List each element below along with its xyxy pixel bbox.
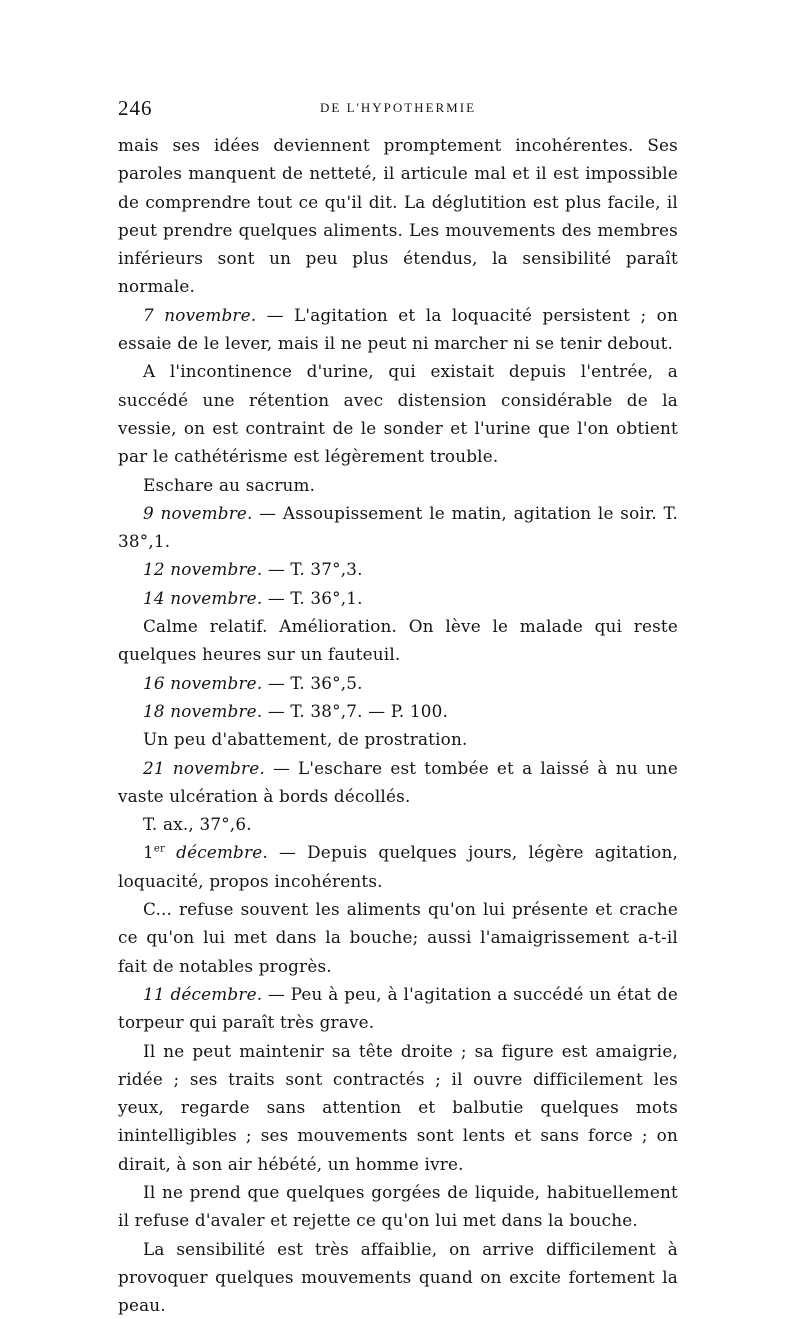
paragraph: 7 novembre. — L'agitation et la loquacité persistent ; on essaie de le lever, mais il ne peut ni marcher ni se tenir debout. xyxy=(118,304,678,354)
page-number: 246 xyxy=(118,96,153,120)
body-text xyxy=(118,131,678,1319)
date: 7 novembre. xyxy=(143,304,257,325)
date: 14 novembre. xyxy=(143,587,263,608)
paragraph: mais ses idées deviennent promptement incohérentes. Ses paroles manquent de netteté, il articule mal et il est impossible de comprendre tout ce qu'il dit. La déglutition est plus facile, il peut prendre quelques aliments. Les mouvements des membres inférieurs sont un peu plus étendus, la sensibilité paraît normale. xyxy=(118,135,678,297)
paragraph: La sensibilité est très affaiblie, on arrive difficilement à provoquer quelques mouvements quand on excite fortement la peau. xyxy=(118,1238,678,1316)
paragraph: Il ne prend que quelques gorgées de liquide, habituellement il refuse d'avaler et rejette ce qu'on lui met dans la bouche. xyxy=(118,1181,678,1231)
running-title: DE L'HYPOTHERMIE xyxy=(319,100,477,115)
paragraph: Un peu d'abattement, de prostration. xyxy=(143,729,468,750)
paragraph: 9 novembre. — Assoupissement le matin, agitation le soir. T. 38°,1. xyxy=(118,502,678,552)
date: décembre. xyxy=(165,842,268,863)
date: 11 décembre. xyxy=(143,983,263,1004)
paragraph: 11 décembre. — Peu à peu, à l'agitation a succédé un état de torpeur qui paraît très grave. xyxy=(118,983,678,1033)
page-header xyxy=(118,96,678,122)
paragraph: T. ax., 37°,6. xyxy=(143,814,252,835)
paragraph: 14 novembre. — T. 36°,1. xyxy=(143,587,363,608)
paragraph: Calme relatif. Amélioration. On lève le malade qui reste quelques heures sur un fauteuil. xyxy=(118,616,678,665)
paragraph: 1er décembre. — Depuis quelques jours, légère agitation, loquacité, propos incohérents. xyxy=(118,842,679,891)
paragraph: Il ne peut maintenir sa tête droite ; sa figure est amaigrie, ridée ; ses traits sont contractés ; il ouvre difficilement les yeux, regarde sans attention et balbutie quelques mots inintelligibles ; ses mouvements sont lents et sans force ; on dirait, à son air hébété, un homme ivre. xyxy=(118,1040,678,1174)
paragraph: Eschare au sacrum. xyxy=(143,474,316,495)
paragraph: 16 novembre. — T. 36°,5. xyxy=(143,672,363,693)
paragraph: C... refuse souvent les aliments qu'on lui présente et crache ce qu'on lui met dans la bouche; aussi l'amaigrissement a-t-il fait de notables progrès. xyxy=(118,899,678,976)
paragraph: 21 novembre. — L'eschare est tombée et a laissé à nu une vaste ulcération à bords décollés. xyxy=(118,757,678,806)
date: 12 novembre. xyxy=(143,559,263,580)
date: 16 novembre. xyxy=(143,672,263,693)
date: 18 novembre. xyxy=(143,700,263,721)
date: 9 novembre. xyxy=(143,502,253,523)
paragraph: 18 novembre. — T. 38°,7. — P. 100. xyxy=(143,700,449,721)
paragraph: 12 novembre. — T. 37°,3. xyxy=(143,559,363,580)
paragraph: A l'incontinence d'urine, qui existait depuis l'entrée, a succédé une rétention avec distension considérable de la vessie, on est contraint de le sonder et l'urine que l'on obtient par le cathétérisme est légèrement trouble. xyxy=(118,361,678,467)
date: 21 novembre. xyxy=(143,757,265,778)
